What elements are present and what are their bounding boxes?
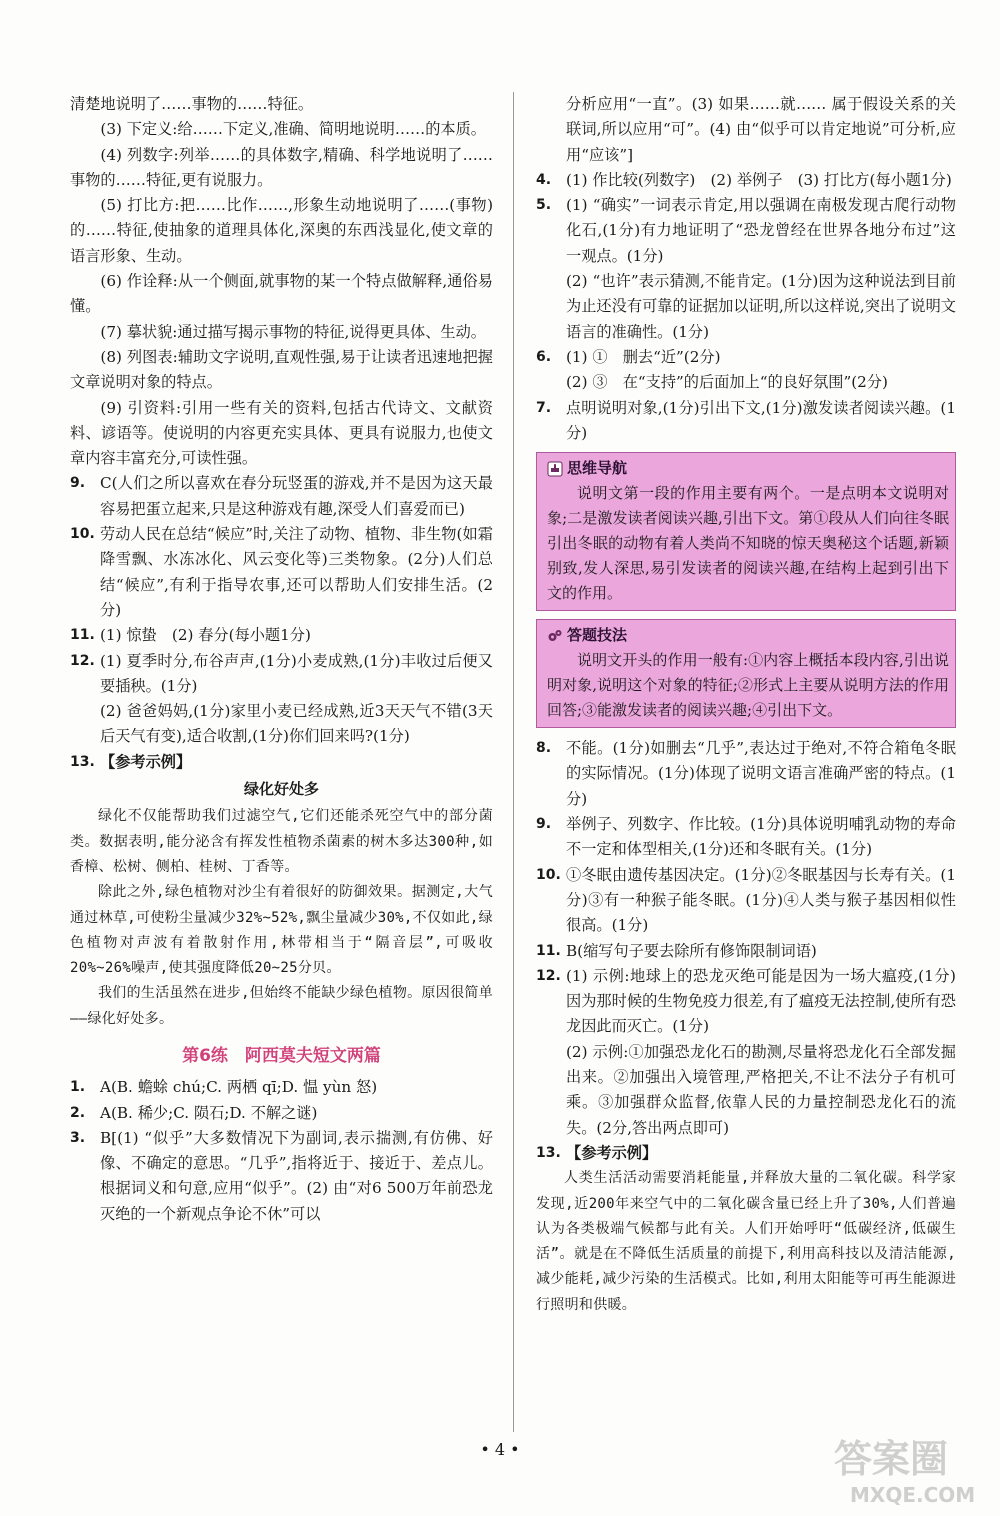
tip-box-title: 答题技法 (567, 626, 628, 645)
tip-box-technique (536, 619, 956, 728)
tip-box-text: 说明文第一段的作用主要有两个。一是点明本文说明对象;二是激发读者阅读兴趣,引出下文。第①段从人们向往冬眠引出冬眠的动物有着人类尚不知晓的惊天奥秘这个话题,新颖别致,发人深思,易引发读者的阅读兴趣,在结构上起到引出下文的作用。 (547, 484, 949, 603)
answer-item (536, 345, 956, 370)
item-text: (1) 惊蛰 (2) 春分(每小题1分) (100, 626, 311, 645)
section-title: 第6练 阿西莫夫短文两篇 (182, 1045, 381, 1066)
text-line: (6) 作诠释:从一个侧面,就事物的某一个特点做解释,通俗易懂。 (70, 272, 493, 316)
text-line: 清楚地说明了……事物的……特征。 (70, 95, 313, 113)
item-subtext: (2) 示例:①加强恐龙化石的勘测,尽量将恐龙化石全部发掘出来。②加强出入境管理,严格把关,不让不法分子有机可乘。③加强群众监督,依靠人民的力量控制恐龙化石的流失。(2分,答出两点即可) (566, 1042, 956, 1137)
item-subtext: (2) 爸爸妈妈,(1分)家里小麦已经成熟,近3天天气不错(3天后天气有变),适合收割,(1分)你们回来吗?(1分) (100, 702, 493, 746)
left-column (70, 92, 493, 1227)
item-number: 4. (536, 171, 552, 188)
item-text: C(人们之所以喜欢在春分玩竖蛋的游戏,并不是因为这天最容易把蛋立起来,只是这种游戏有趣,深受人们喜爱而已) (100, 474, 493, 518)
tip-box-text: 说明文开头的作用一般有:①内容上概括本段内容,引出说明对象,说明这个对象的特征;②形式上主要从说明方法的作用回答;③能激发读者的阅读兴趣;④引出下文。 (547, 651, 949, 720)
answer-item (70, 750, 493, 775)
item-text: (1) 夏季时分,布谷声声,(1分)小麦成熟,(1分)丰收过后便又要插秧。(1分) (100, 651, 493, 695)
item-text: (1) ① 删去“近”(2分) (566, 347, 721, 366)
watermark-url: MXQE.COM (850, 1483, 976, 1507)
item-text: 点明说明对象,(1分)引出下文,(1分)激发读者阅读兴趣。(1分) (566, 398, 956, 442)
item-number: 3. (70, 1129, 86, 1146)
essay (536, 1166, 956, 1318)
answer-item (70, 649, 493, 700)
essay (70, 804, 493, 1032)
tip-box-thinking (536, 452, 956, 611)
answer-item (536, 168, 956, 193)
text-line: (9) 引资料:引用一些有关的资料,包括古代诗文、文献资料、谚语等。使说明的内容更充实具体、更具有说服力,也使文章内容丰富充分,可读性强。 (70, 398, 493, 468)
item-subtext: (2) ③ 在“支持”的后面加上“的良好氛围”(2分) (566, 373, 888, 392)
answer-item (536, 1141, 956, 1166)
answer-item (70, 522, 493, 623)
item-text: A(B. 稀少;C. 陨石;D. 不解之谜) (100, 1103, 318, 1122)
item-label: 【参考示例】 (566, 1143, 658, 1162)
item-text: 劳动人民在总结“候应”时,关注了动物、植物、非生物(如霜降雪飘、水冻冰化、风云变化等)三类物象。(2分)人们总结“候应”,有利于指导农事,还可以帮助人们安排生活。(2分) (100, 525, 493, 619)
answer-item (536, 939, 956, 964)
answer-item (536, 964, 956, 1040)
answer-item (70, 471, 493, 522)
essay-paragraph: 人类生活活动需要消耗能量,并释放大量的二氧化碳。科学家发现,近200年来空气中的二氧化碳含量已经上升了30%,人们普遍认为各类极端气候都与此有关。人们开始呼吁“低碳经济,低碳生活”。就是在不降低生活质量的前提下,利用高科技以及清洁能源,减少能耗,减少污染的生活模式。比如,利用太阳能等可再生能源进行照明和供暖。 (536, 1170, 956, 1313)
item-number: 12. (70, 652, 95, 669)
item-number: 6. (536, 348, 552, 365)
item-number: 11. (536, 942, 561, 959)
item-number: 9. (536, 816, 552, 833)
tip-box-header (547, 623, 949, 648)
column-divider (513, 92, 514, 1432)
answer-item (70, 1126, 493, 1227)
pointing-hand-icon (547, 461, 563, 477)
item-text: 举例子、列数字、作比较。(1分)具体说明哺乳动物的寿命不一定和体型相关,(1分)还和冬眠有关。(1分) (566, 815, 956, 859)
essay-title: 绿化好处多 (243, 780, 319, 799)
answer-item (536, 193, 956, 269)
text-line: (3) 下定义:给……下定义,准确、简明地说明……的本质。 (100, 120, 486, 139)
answer-item (70, 623, 493, 648)
item-text: 不能。(1分)如删去“几乎”,表达过于绝对,不符合箱龟冬眠的实际情况。(1分)体现了说明文语言准确严密的特点。(1分) (566, 739, 956, 808)
essay-paragraph: 我们的生活虽然在进步,但始终不能缺少绿色植物。原因很简单——绿化好处多。 (70, 985, 493, 1027)
item-number: 13. (70, 753, 95, 770)
text-line: (5) 打比方:把……比作……,形象生动地说明了……(事物)的……特征,使抽象的道理具体化,深奥的东西浅显化,使文章的语言形象、生动。 (70, 196, 493, 265)
item-number: 2. (70, 1104, 86, 1121)
page-number: • 4 • (480, 1440, 520, 1459)
item-text: (1) 示例:地球上的恐龙灭绝可能是因为一场大瘟疫,(1分)因为那时候的生物免疫力很差,有了瘟疫无法控制,使所有恐龙因此而灭亡。(1分) (566, 966, 956, 1036)
item-number: 8. (536, 740, 552, 757)
gears-icon (547, 628, 563, 644)
item-number: 1. (70, 1079, 86, 1096)
item-text: (1) “确实”一词表示肯定,用以强调在南极发现古爬行动物化石,(1分)有力地证明了“恐龙曾经在世界各地分布过”这一观点。(1分) (566, 196, 956, 265)
watermark-logo (830, 1430, 980, 1510)
essay-paragraph: 除此之外,绿色植物对沙尘有着很好的防御效果。据测定,大气通过林草,可使粉尘量减少32%~52%,飘尘量减少30%,不仅如此,绿色植物对声波有着散射作用,林带相当于“隔音层”,可吸收20%~26%噪声,使其强度降低20~25分贝。 (70, 884, 493, 977)
item-text: B[(1) “似乎”大多数情况下为副词,表示揣测,有仿佛、好像、不确定的意思。“几乎”,指将近于、接近于、差点儿。根据词义和句意,应用“似乎”。(2) 由“对6 500万年前恐龙灭绝的一个新观点争论不休”可以 (100, 1128, 493, 1223)
item-text: A(B. 蟾蜍 chú;C. 两栖 qī;D. 愠 yùn 怒) (100, 1078, 378, 1097)
watermark-text: 答案圈 (834, 1437, 949, 1481)
item-number: 9. (70, 475, 86, 492)
text-line: (7) 摹状貌:通过描写揭示事物的特征,说得更具体、生动。 (100, 322, 486, 341)
item-number: 7. (536, 399, 552, 416)
item-text: ①冬眠由遗传基因决定。(1分)②冬眠基因与长寿有关。(1分)③有一种猴子能冬眠。(1分)④人类与猴子基因相似性很高。(1分) (566, 865, 956, 935)
item-text: (1) 作比较(列数字) (2) 举例子 (3) 打比方(每小题1分) (566, 170, 952, 189)
item-subtext: 分析应用“一直”。(3) 如果……就…… 属于假设关系的关联词,所以应用“可”。(4) 由“似乎可以肯定地说”可分析,应用“应该”] (566, 95, 956, 164)
essay-paragraph: 绿化不仅能帮助我们过滤空气,它们还能杀死空气中的部分菌类。数据表明,能分泌含有挥发性植物杀菌素的树木多达300种,如香樟、松树、侧柏、桂树、丁香等。 (70, 808, 493, 875)
answer-item (536, 812, 956, 863)
answer-item (536, 736, 956, 812)
tip-box-title: 思维导航 (567, 459, 628, 478)
item-number: 13. (536, 1144, 561, 1161)
answer-item (536, 863, 956, 939)
item-number: 12. (536, 967, 561, 984)
item-subtext: (2) “也许”表示猜测,不能肯定。(1分)因为这种说法到目前为止还没有可靠的证据加以证明,所以这样说,突出了说明文语言的准确性。(1分) (566, 272, 956, 341)
answer-item (536, 396, 956, 447)
text-line: (8) 列图表:辅助文字说明,直观性强,易于让读者迅速地把握文章说明对象的特点。 (70, 347, 493, 392)
item-text: B(缩写句子要去除所有修饰限制词语) (566, 941, 817, 960)
text-line: (4) 列数字:列举……的具体数字,精确、科学地说明了……事物的……特征,更有说服力。 (70, 145, 493, 189)
item-number: 11. (70, 627, 95, 644)
item-number: 5. (536, 197, 552, 214)
tip-box-header (547, 456, 949, 481)
item-number: 10. (70, 526, 95, 543)
item-label: 【参考示例】 (100, 752, 192, 771)
item-number: 10. (536, 866, 561, 883)
answer-item (70, 1101, 493, 1126)
answer-item (70, 1075, 493, 1100)
right-column (536, 92, 956, 1318)
